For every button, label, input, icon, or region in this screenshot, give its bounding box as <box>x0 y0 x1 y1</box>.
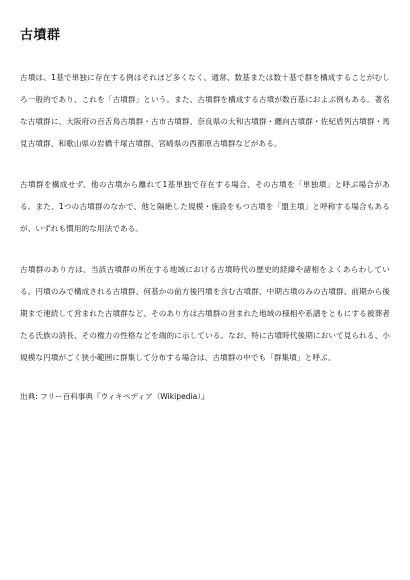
paragraph-1: 古墳は、1基で単独に存在する例はそれほど多くなく、通常、数基または数十基で群を構成することがむしろ一般的であり、これを「古墳群」という。また、古墳群を構成する古墳が数百基におよぶ例もある。著名な古墳群に、大阪府の百舌鳥古墳群・古市古墳群、奈良県の大和古墳群・纒向古墳群・佐紀盾列古墳群・馬見古墳群、和歌山県の岩橋千塚古墳群、宮崎県の西都原古墳群などがある。 <box>20 73 390 148</box>
page-title: 古墳群 <box>20 28 61 43</box>
source-citation: 出典: フリー百科事典『ウィキペディア（Wikipedia）』 <box>20 392 209 401</box>
paragraph-3: 古墳群のあり方は、当該古墳群の所在する地域における古墳時代の歴史的経緯や諸相をよくあらわしている。円墳のみで構成される古墳群、何基かの前方後円墳を含む古墳群、中期古墳のみの古墳群、前期から後期まで連続して営まれた古墳群など、そのあり方は古墳群の営まれた地域の様相や系譜をともにする被葬者たる氏族の消長、その権力の性格などを端的に示している。なお、特に古墳時代後期において見られる、小規模な円墳がごく狭小範囲に群集して分布する場合は、古墳群の中でも「群集墳」と呼ぶ。 <box>20 265 390 362</box>
paragraph-2: 古墳群を構成せず、他の古墳から離れて1基単独で存在する場合、その古墳を「単独墳」と呼ぶ場合がある。また、1つの古墳群のなかで、他と隔絶した規模・施設をもつ古墳を「盟主墳」と呼称する場合もあるが、いずれも慣用的な用法である。 <box>20 180 390 233</box>
